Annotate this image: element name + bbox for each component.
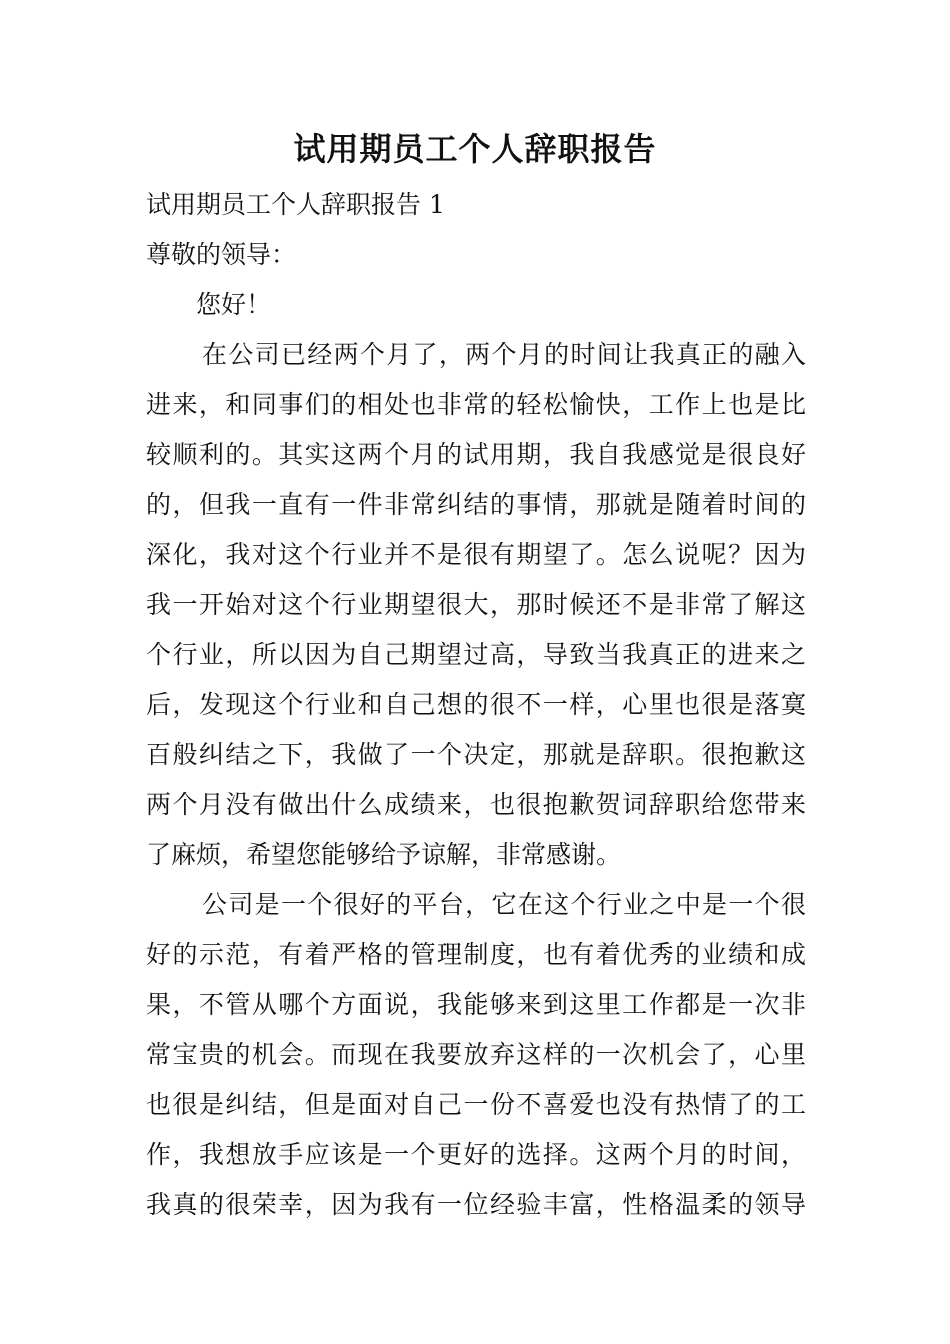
paragraph-line: 两个月没有做出什么成绩来，也很抱歉贺词辞职给您带来 <box>146 790 806 819</box>
paragraph-line: 也很是纠结，但是面对自己一份不喜爱也没有热情了的工 <box>146 1090 806 1119</box>
paragraph-line: 深化，我对这个行业并不是很有期望了。怎么说呢？因为 <box>146 540 806 569</box>
document-subtitle: 试用期员工个人辞职报告 1 <box>146 190 445 219</box>
paragraph-line: 进来，和同事们的相处也非常的轻松愉快，工作上也是比 <box>146 390 806 419</box>
paragraph-line: 在公司已经两个月了，两个月的时间让我真正的融入 <box>202 340 806 369</box>
greeting: 您好！ <box>196 290 272 319</box>
paragraph-2 <box>146 880 806 1230</box>
paragraph-line: 作，我想放手应该是一个更好的选择。这两个月的时间， <box>146 1140 806 1169</box>
paragraph-line: 个行业，所以因为自己期望过高，导致当我真正的进来之 <box>146 640 806 669</box>
paragraph-line: 后，发现这个行业和自己想的很不一样，心里也很是落寞 <box>146 690 806 719</box>
paragraph-line: 我真的很荣幸，因为我有一位经验丰富，性格温柔的领导 <box>146 1190 806 1219</box>
paragraph-line: 果，不管从哪个方面说，我能够来到这里工作都是一次非 <box>146 990 806 1019</box>
salutation: 尊敬的领导： <box>146 240 297 269</box>
paragraph-line: 好的示范，有着严格的管理制度，也有着优秀的业绩和成 <box>146 940 806 969</box>
paragraph-line: 常宝贵的机会。而现在我要放弃这样的一次机会了，心里 <box>146 1040 806 1069</box>
document-title: 试用期员工个人辞职报告 <box>293 130 657 168</box>
paragraph-line: 较顺利的。其实这两个月的试用期，我自我感觉是很良好 <box>146 440 806 469</box>
paragraph-line: 公司是一个很好的平台，它在这个行业之中是一个很 <box>202 890 806 919</box>
paragraph-line: 我一开始对这个行业期望很大，那时候还不是非常了解这 <box>146 590 806 619</box>
paragraph-line: 百般纠结之下，我做了一个决定，那就是辞职。很抱歉这 <box>146 740 806 769</box>
paragraph-1 <box>146 330 806 880</box>
document-body <box>146 180 806 1230</box>
paragraph-line: 的，但我一直有一件非常纠结的事情，那就是随着时间的 <box>146 490 806 519</box>
paragraph-line: 了麻烦，希望您能够给予谅解，非常感谢。 <box>146 840 622 869</box>
